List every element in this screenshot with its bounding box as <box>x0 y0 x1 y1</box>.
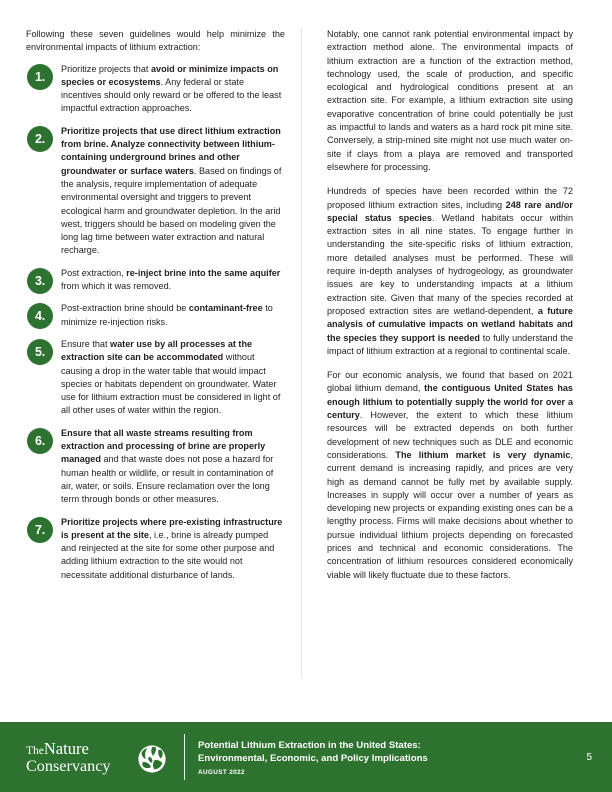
guideline-number-badge-7: 7. <box>27 517 53 543</box>
guideline-text-5: Ensure that water use by all processes at the extraction site can be accommodated without causing a drop in the water table that would impact species or habitats dependent on groundwater. Water use for lithium extraction must be considered in light of all other uses of water within the region. <box>61 338 281 416</box>
page-number: 5 <box>586 751 592 763</box>
page-footer <box>0 722 612 792</box>
guideline-item-6 <box>26 427 285 507</box>
guideline-text-7: Prioritize projects where pre-existing infrastructure is present at the site, i.e., brine is already pumped and reinjected at the site for some other purpose and adding lithium extraction to the site would not necessitate additional disturbance of lands. <box>61 516 283 580</box>
guideline-number-badge-3: 3. <box>27 268 53 294</box>
guideline-text-3: Post extraction, re-inject brine into the same aquifer from which it was removed. <box>61 267 281 292</box>
guideline-item-5 <box>26 338 285 418</box>
guidelines-list <box>26 63 285 582</box>
right-paragraph-1: Notably, one cannot rank potential environmental impact by extraction method alone. The environmental impacts of lithium extraction are a function of the extraction method, technology used, the scale of production, and specific ecological and hydrological conditions present at an extraction site. For example, a lithium extraction site using evaporative concentration of brine could potentially be just as impactful to lands and waters as a hard rock pit mine site. Conversely, a strip-mined site might not use much water on-site if clays from a playa are removed and transported elsewhere for processing. <box>327 29 573 172</box>
right-column <box>306 28 573 582</box>
guideline-item-3 <box>26 267 285 294</box>
footer-vertical-rule <box>184 734 185 780</box>
footer-report-title <box>198 740 562 765</box>
guideline-number-badge-6: 6. <box>27 428 53 454</box>
column-divider <box>301 28 302 678</box>
guideline-number-badge-1: 1. <box>27 64 53 90</box>
tnc-logo-conservancy: Conservancy <box>26 756 111 775</box>
footer-title-block <box>198 738 562 776</box>
left-column <box>26 28 293 582</box>
tnc-logo-the: The <box>26 744 44 757</box>
tnc-logo-nature: Nature <box>43 738 89 758</box>
guideline-item-4 <box>26 302 285 329</box>
footer-date: AUGUST 2022 <box>198 769 245 777</box>
globe-icon <box>137 744 167 774</box>
guideline-text-1: Prioritize projects that avoid or minimize impacts on species or ecosystems. Any federal or state incentives should only reward or be offered to the least impactful extraction approaches. <box>61 63 282 114</box>
guideline-item-1 <box>26 63 285 116</box>
intro-paragraph: Following these seven guidelines would help minimize the environmental impacts of lithium extraction: <box>26 29 285 53</box>
footer-title-line1: Potential Lithium Extraction in the United States: <box>198 739 421 751</box>
guideline-text-4: Post-extraction brine should be contaminant-free to minimize re-injection risks. <box>61 303 273 327</box>
tnc-logo <box>26 738 178 775</box>
guideline-item-7 <box>26 516 285 582</box>
guideline-number-badge-4: 4. <box>27 303 53 329</box>
tnc-logo-wordmark <box>26 738 134 775</box>
guideline-text-6: Ensure that all waste streams resulting from extraction and processing of brine are properly managed and that waste does not pose a hazard for human health or wildlife, or result in contamination of air, water, or soils. Ensure reclamation over the long term through bonds or other measures. <box>61 427 274 505</box>
right-paragraph-3: For our economic analysis, we found that based on 2021 global lithium demand, the contiguous United States has enough lithium to potentially supply the world for over a century. However, the extent to which these lithium resources will be extracted depends on both further development of new techniques such as DLE and economic considerations. The lithium market is very dynamic, current demand is increasing rapidly, and prices are very high as demand cannot be fully met by available supply. Increases in supply will occur over a number of years as developing new projects or expanding existing ones can be a lengthy process. Firms will make decisions about whether to pursue individual lithium projects depending on forecasted prices and technical and economic considerations. The concentration of lithium resources considered economically viable will likely fluctuate due to these factors. <box>327 370 573 580</box>
two-column-layout <box>26 28 586 678</box>
guideline-number-badge-5: 5. <box>27 339 53 365</box>
guideline-item-2 <box>26 125 285 258</box>
right-paragraph-2: Hundreds of species have been recorded within the 72 proposed lithium extraction sites, including 248 rare and/or special status species. Wetland habitats occur within extraction sites in all nine states. To engage further in understanding the site-specific risks of lithium extraction, more detailed analyses must be performed. These will require in-depth analyses of hydrogeology, as groundwater issues are key to understanding impacts at a lithium extraction site. Given that many of the species recorded at proposed extraction sites are wetland-dependent, a future analysis of cumulative impacts on wetland habitats and the species they support is needed to fully understand the impact of lithium extraction at a regional to continental scale. <box>327 186 574 356</box>
footer-title-line2: Environmental, Economic, and Policy Implications <box>198 752 428 764</box>
tnc-logo-line1 <box>26 738 134 759</box>
footer-inner <box>26 722 594 792</box>
guideline-number-badge-2: 2. <box>27 126 53 152</box>
guideline-text-2: Prioritize projects that use direct lithium extraction from brine. Analyze connectivity between lithium-containing underground brines and other groundwater or surface waters. Based on findings of the analysis, require implementation of adequate environmental oversight and triggers to prevent ecological harm and groundwater depletion. In the arid west, triggers should be based on modeling given the long lag time between water extraction and natural recharge. <box>61 125 282 256</box>
